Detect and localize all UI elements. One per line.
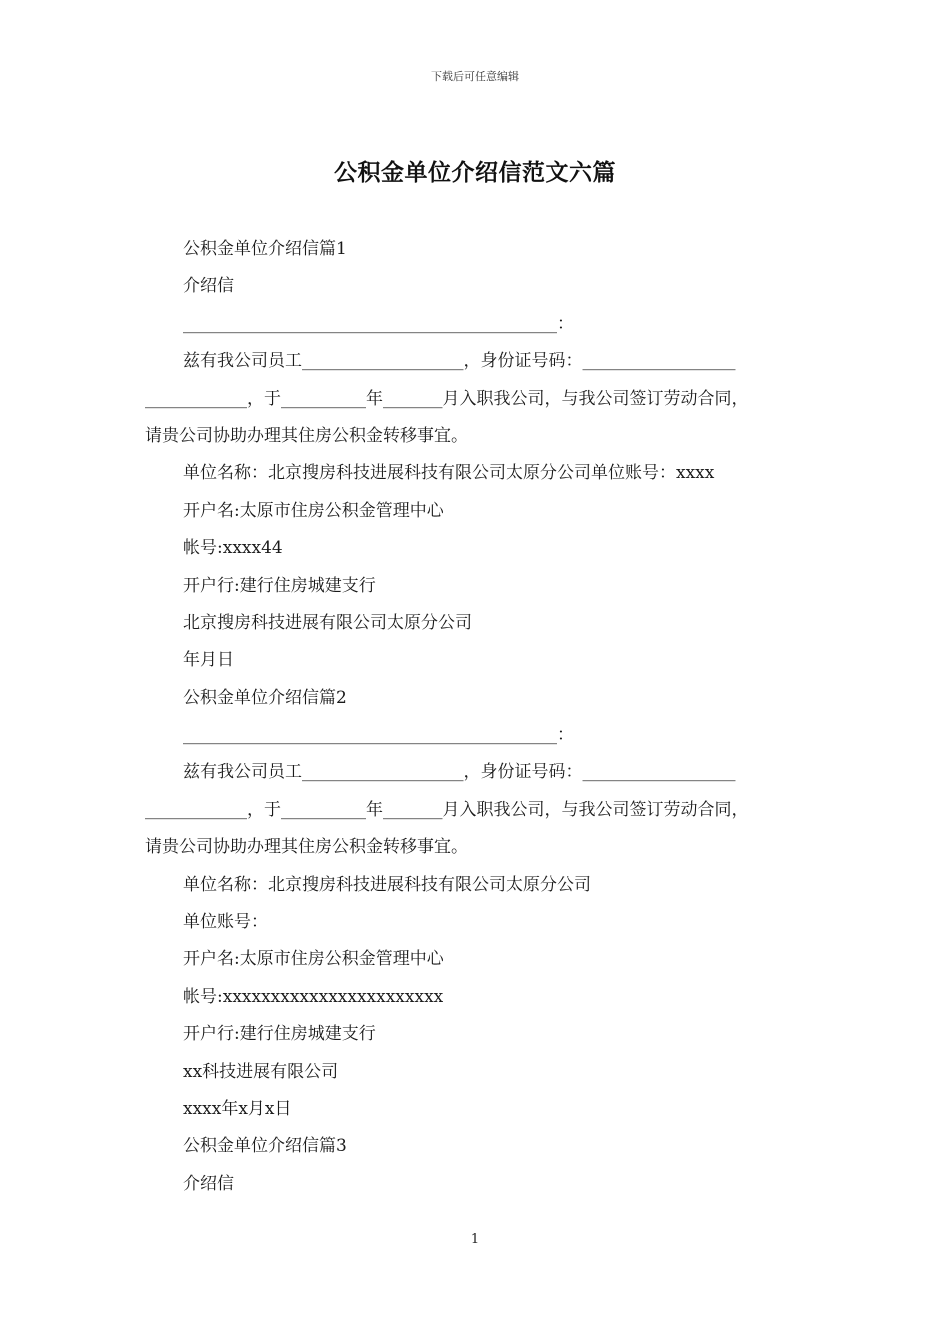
body-text: 请贵公司协助办理其住房公积金转移事宜。 — [145, 425, 468, 446]
page-number: 1 — [470, 1232, 480, 1247]
body-text: ____________，于__________年_______月入职我公司，与我公司签订劳动合同， — [145, 799, 749, 820]
document-body — [145, 234, 825, 1206]
recipient-blank: ____________________________________________： — [183, 313, 574, 334]
body-text: 请贵公司协助办理其住房公积金转移事宜。 — [145, 837, 468, 858]
letter-label: 介绍信 — [183, 276, 234, 297]
unit-account: 单位账号： — [183, 912, 268, 933]
bank-branch: 开户行:建行住房城建支行 — [183, 575, 376, 596]
date-line: xxxx年x月x日 — [183, 1098, 292, 1119]
section-heading-1: 公积金单位介绍信篇1 — [183, 239, 347, 259]
unit-name: 单位名称：北京搜房科技进展科技有限公司太原分公司 — [183, 874, 591, 895]
body-text: 兹有我公司员工___________________，身份证号码：__________________ — [183, 351, 736, 372]
bank-branch: 开户行:建行住房城建支行 — [183, 1024, 376, 1045]
header-note: 下载后可任意编辑 — [431, 70, 519, 83]
letter-label: 介绍信 — [183, 1173, 234, 1194]
section-heading-3: 公积金单位介绍信篇3 — [183, 1136, 347, 1157]
company-signature: 北京搜房科技进展有限公司太原分公司 — [183, 612, 472, 633]
account-holder: 开户名:太原市住房公积金管理中心 — [183, 500, 444, 521]
recipient-blank: ____________________________________________： — [183, 725, 574, 746]
unit-name: 单位名称：北京搜房科技进展科技有限公司太原分公司单位账号：xxxx — [183, 463, 715, 484]
account-holder: 开户名:太原市住房公积金管理中心 — [183, 949, 444, 970]
body-text: 兹有我公司员工___________________，身份证号码：__________________ — [183, 762, 736, 783]
section-heading-2: 公积金单位介绍信篇2 — [183, 687, 347, 708]
account-number: 帐号:xxxxxxxxxxxxxxxxxxxxxxx — [183, 986, 444, 1007]
body-text: ____________，于__________年_______月入职我公司，与我公司签订劳动合同， — [145, 388, 749, 409]
document-title: 公积金单位介绍信范文六篇 — [334, 159, 616, 186]
date-line: 年月日 — [183, 650, 234, 671]
company-signature: xx科技进展有限公司 — [183, 1061, 339, 1082]
account-number: 帐号:xxxx44 — [183, 538, 283, 559]
